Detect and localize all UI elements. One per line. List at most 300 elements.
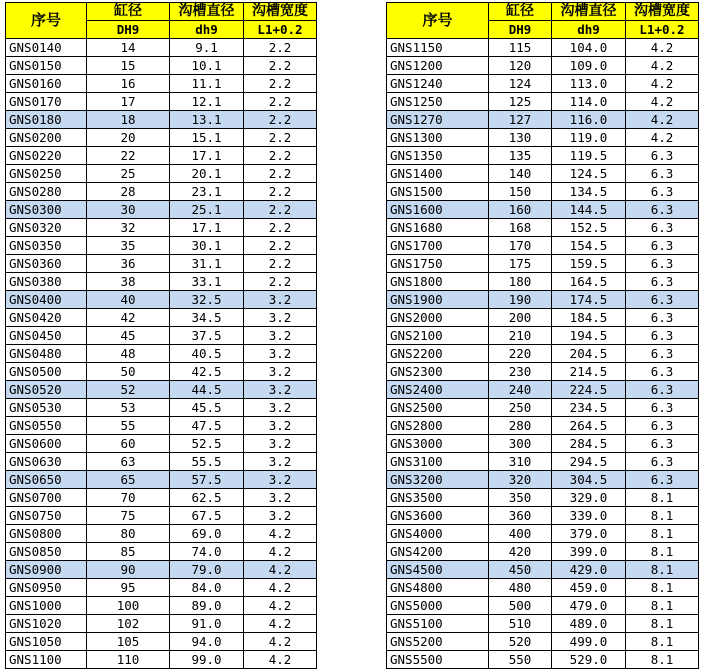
table-row bbox=[6, 345, 317, 363]
table-row bbox=[6, 57, 317, 75]
bore-cell: 480 bbox=[489, 579, 552, 597]
model-cell: GNS4500 bbox=[387, 561, 489, 579]
model-cell: GNS0220 bbox=[6, 147, 87, 165]
model-cell: GNS0420 bbox=[6, 309, 87, 327]
groove-width-cell: 3.2 bbox=[244, 327, 317, 345]
table-row bbox=[6, 327, 317, 345]
groove-width-cell: 6.3 bbox=[626, 399, 699, 417]
groove-width-cell: 3.2 bbox=[244, 381, 317, 399]
groove-width-cell: 2.2 bbox=[244, 255, 317, 273]
table-row bbox=[6, 561, 317, 579]
groove-width-cell: 4.2 bbox=[626, 111, 699, 129]
groove-width-cell: 4.2 bbox=[626, 39, 699, 57]
groove-width-cell: 6.3 bbox=[626, 309, 699, 327]
bore-cell: 180 bbox=[489, 273, 552, 291]
bore-cell: 75 bbox=[87, 507, 170, 525]
groove-dia-cell: 74.0 bbox=[170, 543, 244, 561]
table-row bbox=[387, 345, 699, 363]
model-cell: GNS0300 bbox=[6, 201, 87, 219]
model-cell: GNS3200 bbox=[387, 471, 489, 489]
table-row bbox=[6, 129, 317, 147]
table-row bbox=[387, 237, 699, 255]
groove-width-cell: 6.3 bbox=[626, 327, 699, 345]
bore-cell: 120 bbox=[489, 57, 552, 75]
groove-width-cell: 3.2 bbox=[244, 291, 317, 309]
table-row bbox=[6, 381, 317, 399]
bore-cell: 320 bbox=[489, 471, 552, 489]
groove-dia-cell: 379.0 bbox=[552, 525, 626, 543]
bore-cell: 15 bbox=[87, 57, 170, 75]
model-cell: GNS0630 bbox=[6, 453, 87, 471]
bore-subheader: DH9 bbox=[87, 21, 170, 39]
groove-width-cell: 6.3 bbox=[626, 165, 699, 183]
bore-cell: 350 bbox=[489, 489, 552, 507]
bore-cell: 450 bbox=[489, 561, 552, 579]
bore-cell: 18 bbox=[87, 111, 170, 129]
groove-dia-cell: 144.5 bbox=[552, 201, 626, 219]
model-cell: GNS0600 bbox=[6, 435, 87, 453]
groove-width-cell: 4.2 bbox=[244, 597, 317, 615]
model-cell: GNS1240 bbox=[387, 75, 489, 93]
groove-width-cell: 3.2 bbox=[244, 453, 317, 471]
groove-width-cell: 2.2 bbox=[244, 201, 317, 219]
bore-cell: 53 bbox=[87, 399, 170, 417]
bore-cell: 550 bbox=[489, 651, 552, 669]
groove-dia-cell: 159.5 bbox=[552, 255, 626, 273]
model-cell: GNS0150 bbox=[6, 57, 87, 75]
bore-subheader: DH9 bbox=[489, 21, 552, 39]
table-row bbox=[387, 543, 699, 561]
table-row bbox=[6, 525, 317, 543]
model-cell: GNS3000 bbox=[387, 435, 489, 453]
model-cell: GNS4000 bbox=[387, 525, 489, 543]
bore-cell: 140 bbox=[489, 165, 552, 183]
model-cell: GNS1900 bbox=[387, 291, 489, 309]
right-table-body bbox=[387, 39, 699, 669]
model-cell: GNS0750 bbox=[6, 507, 87, 525]
groove-width-cell: 6.3 bbox=[626, 147, 699, 165]
right-spec-table bbox=[386, 2, 699, 669]
bore-cell: 70 bbox=[87, 489, 170, 507]
groove-dia-cell: 37.5 bbox=[170, 327, 244, 345]
model-cell: GNS2400 bbox=[387, 381, 489, 399]
bore-cell: 190 bbox=[489, 291, 552, 309]
groove-dia-cell: 294.5 bbox=[552, 453, 626, 471]
groove-dia-cell: 116.0 bbox=[552, 111, 626, 129]
groove-dia-cell: 13.1 bbox=[170, 111, 244, 129]
bore-cell: 135 bbox=[489, 147, 552, 165]
model-cell: GNS0140 bbox=[6, 39, 87, 57]
model-cell: GNS1050 bbox=[6, 633, 87, 651]
table-row bbox=[6, 255, 317, 273]
model-cell: GNS1680 bbox=[387, 219, 489, 237]
groove-dia-cell: 489.0 bbox=[552, 615, 626, 633]
model-cell: GNS4800 bbox=[387, 579, 489, 597]
groove-width-cell: 3.2 bbox=[244, 471, 317, 489]
groove-width-cell: 4.2 bbox=[244, 543, 317, 561]
groove-width-cell: 8.1 bbox=[626, 525, 699, 543]
bore-header: 缸径 bbox=[489, 3, 552, 21]
table-row bbox=[6, 597, 317, 615]
bore-cell: 52 bbox=[87, 381, 170, 399]
seq-header: 序号 bbox=[6, 3, 87, 39]
groove-dia-cell: 20.1 bbox=[170, 165, 244, 183]
groove-width-cell: 6.3 bbox=[626, 183, 699, 201]
table-row bbox=[6, 435, 317, 453]
bore-cell: 170 bbox=[489, 237, 552, 255]
groove-width-cell: 8.1 bbox=[626, 489, 699, 507]
groove-width-cell: 2.2 bbox=[244, 39, 317, 57]
model-cell: GNS0380 bbox=[6, 273, 87, 291]
groove-dia-cell: 104.0 bbox=[552, 39, 626, 57]
bore-cell: 63 bbox=[87, 453, 170, 471]
model-cell: GNS1100 bbox=[6, 651, 87, 669]
bore-cell: 35 bbox=[87, 237, 170, 255]
table-row bbox=[387, 435, 699, 453]
bore-cell: 230 bbox=[489, 363, 552, 381]
bore-cell: 310 bbox=[489, 453, 552, 471]
groove-dia-cell: 479.0 bbox=[552, 597, 626, 615]
table-row bbox=[387, 651, 699, 669]
groove-dia-cell: 31.1 bbox=[170, 255, 244, 273]
groove-width-cell: 4.2 bbox=[244, 633, 317, 651]
table-row bbox=[387, 579, 699, 597]
groove-dia-cell: 114.0 bbox=[552, 93, 626, 111]
model-cell: GNS1270 bbox=[387, 111, 489, 129]
table-row bbox=[6, 291, 317, 309]
header-row bbox=[387, 3, 699, 21]
groove-width-cell: 2.2 bbox=[244, 183, 317, 201]
bore-cell: 85 bbox=[87, 543, 170, 561]
bore-cell: 60 bbox=[87, 435, 170, 453]
groove-width-cell: 3.2 bbox=[244, 417, 317, 435]
groove-width-cell: 6.3 bbox=[626, 453, 699, 471]
groove-width-cell: 3.2 bbox=[244, 363, 317, 381]
groove-width-cell: 3.2 bbox=[244, 435, 317, 453]
groove-dia-cell: 134.5 bbox=[552, 183, 626, 201]
model-cell: GNS0350 bbox=[6, 237, 87, 255]
groove-width-cell: 4.2 bbox=[244, 561, 317, 579]
groove-dia-cell: 154.5 bbox=[552, 237, 626, 255]
bore-cell: 400 bbox=[489, 525, 552, 543]
groove-dia-cell: 67.5 bbox=[170, 507, 244, 525]
groove-width-cell: 2.2 bbox=[244, 93, 317, 111]
model-cell: GNS1020 bbox=[6, 615, 87, 633]
table-row bbox=[387, 111, 699, 129]
groove-width-cell: 6.3 bbox=[626, 345, 699, 363]
groove-width-cell: 8.1 bbox=[626, 651, 699, 669]
model-cell: GNS1350 bbox=[387, 147, 489, 165]
groove-width-cell: 8.1 bbox=[626, 507, 699, 525]
model-cell: GNS1800 bbox=[387, 273, 489, 291]
table-row bbox=[387, 471, 699, 489]
table-row bbox=[6, 165, 317, 183]
groove-width-cell: 3.2 bbox=[244, 507, 317, 525]
groove-width-cell: 2.2 bbox=[244, 75, 317, 93]
model-cell: GNS5100 bbox=[387, 615, 489, 633]
table-row bbox=[6, 417, 317, 435]
bore-cell: 65 bbox=[87, 471, 170, 489]
groove-width-cell: 2.2 bbox=[244, 57, 317, 75]
table-row bbox=[6, 489, 317, 507]
groove-dia-cell: 91.0 bbox=[170, 615, 244, 633]
model-cell: GNS2800 bbox=[387, 417, 489, 435]
model-cell: GNS3600 bbox=[387, 507, 489, 525]
model-cell: GNS0700 bbox=[6, 489, 87, 507]
bore-cell: 240 bbox=[489, 381, 552, 399]
table-row bbox=[6, 273, 317, 291]
groove-dia-subheader: dh9 bbox=[170, 21, 244, 39]
groove-width-cell: 8.1 bbox=[626, 597, 699, 615]
groove-dia-cell: 15.1 bbox=[170, 129, 244, 147]
header-row bbox=[6, 3, 317, 21]
model-cell: GNS0450 bbox=[6, 327, 87, 345]
table-row bbox=[387, 129, 699, 147]
groove-width-cell: 6.3 bbox=[626, 381, 699, 399]
bore-cell: 130 bbox=[489, 129, 552, 147]
model-cell: GNS0480 bbox=[6, 345, 87, 363]
model-cell: GNS0850 bbox=[6, 543, 87, 561]
groove-width-cell: 3.2 bbox=[244, 489, 317, 507]
groove-dia-cell: 459.0 bbox=[552, 579, 626, 597]
groove-dia-cell: 23.1 bbox=[170, 183, 244, 201]
model-cell: GNS2100 bbox=[387, 327, 489, 345]
table-row bbox=[387, 453, 699, 471]
groove-dia-cell: 152.5 bbox=[552, 219, 626, 237]
model-cell: GNS3500 bbox=[387, 489, 489, 507]
model-cell: GNS0280 bbox=[6, 183, 87, 201]
groove-width-cell: 2.2 bbox=[244, 165, 317, 183]
groove-dia-header: 沟槽直径 bbox=[552, 3, 626, 21]
groove-width-cell: 6.3 bbox=[626, 417, 699, 435]
bore-cell: 280 bbox=[489, 417, 552, 435]
groove-dia-cell: 17.1 bbox=[170, 147, 244, 165]
bore-cell: 102 bbox=[87, 615, 170, 633]
seq-header: 序号 bbox=[387, 3, 489, 39]
groove-dia-cell: 79.0 bbox=[170, 561, 244, 579]
table-row bbox=[6, 507, 317, 525]
table-row bbox=[387, 39, 699, 57]
bore-cell: 124 bbox=[489, 75, 552, 93]
groove-width-cell: 4.2 bbox=[244, 525, 317, 543]
bore-cell: 22 bbox=[87, 147, 170, 165]
model-cell: GNS1150 bbox=[387, 39, 489, 57]
bore-header: 缸径 bbox=[87, 3, 170, 21]
bore-cell: 28 bbox=[87, 183, 170, 201]
table-row bbox=[6, 633, 317, 651]
groove-dia-cell: 94.0 bbox=[170, 633, 244, 651]
groove-dia-cell: 304.5 bbox=[552, 471, 626, 489]
groove-dia-cell: 113.0 bbox=[552, 75, 626, 93]
groove-dia-cell: 33.1 bbox=[170, 273, 244, 291]
groove-width-cell: 6.3 bbox=[626, 273, 699, 291]
groove-dia-cell: 99.0 bbox=[170, 651, 244, 669]
groove-dia-cell: 164.5 bbox=[552, 273, 626, 291]
bore-cell: 14 bbox=[87, 39, 170, 57]
groove-width-cell: 4.2 bbox=[626, 93, 699, 111]
bore-cell: 20 bbox=[87, 129, 170, 147]
model-cell: GNS1700 bbox=[387, 237, 489, 255]
table-row bbox=[387, 327, 699, 345]
model-cell: GNS2500 bbox=[387, 399, 489, 417]
model-cell: GNS0520 bbox=[6, 381, 87, 399]
groove-width-cell: 6.3 bbox=[626, 435, 699, 453]
groove-width-cell: 4.2 bbox=[626, 75, 699, 93]
groove-width-cell: 8.1 bbox=[626, 579, 699, 597]
groove-width-cell: 4.2 bbox=[626, 129, 699, 147]
groove-width-cell: 4.2 bbox=[244, 579, 317, 597]
model-cell: GNS1300 bbox=[387, 129, 489, 147]
groove-dia-cell: 55.5 bbox=[170, 453, 244, 471]
groove-width-cell: 3.2 bbox=[244, 309, 317, 327]
table-row bbox=[6, 615, 317, 633]
bore-cell: 160 bbox=[489, 201, 552, 219]
model-cell: GNS5500 bbox=[387, 651, 489, 669]
model-cell: GNS3100 bbox=[387, 453, 489, 471]
groove-width-cell: 8.1 bbox=[626, 561, 699, 579]
model-cell: GNS0500 bbox=[6, 363, 87, 381]
model-cell: GNS0650 bbox=[6, 471, 87, 489]
groove-dia-cell: 194.5 bbox=[552, 327, 626, 345]
bore-cell: 25 bbox=[87, 165, 170, 183]
groove-dia-cell: 124.5 bbox=[552, 165, 626, 183]
model-cell: GNS0250 bbox=[6, 165, 87, 183]
bore-cell: 420 bbox=[489, 543, 552, 561]
groove-dia-cell: 34.5 bbox=[170, 309, 244, 327]
table-row bbox=[6, 201, 317, 219]
table-row bbox=[387, 93, 699, 111]
bore-cell: 500 bbox=[489, 597, 552, 615]
table-row bbox=[6, 237, 317, 255]
groove-width-cell: 3.2 bbox=[244, 399, 317, 417]
model-cell: GNS5200 bbox=[387, 633, 489, 651]
bore-cell: 42 bbox=[87, 309, 170, 327]
model-cell: GNS0530 bbox=[6, 399, 87, 417]
table-row bbox=[6, 219, 317, 237]
model-cell: GNS5000 bbox=[387, 597, 489, 615]
groove-dia-cell: 17.1 bbox=[170, 219, 244, 237]
groove-width-cell: 8.1 bbox=[626, 615, 699, 633]
groove-dia-cell: 11.1 bbox=[170, 75, 244, 93]
model-cell: GNS1750 bbox=[387, 255, 489, 273]
table-row bbox=[387, 75, 699, 93]
groove-width-cell: 6.3 bbox=[626, 255, 699, 273]
table-row bbox=[6, 309, 317, 327]
model-cell: GNS1250 bbox=[387, 93, 489, 111]
bore-cell: 17 bbox=[87, 93, 170, 111]
bore-cell: 300 bbox=[489, 435, 552, 453]
groove-dia-cell: 339.0 bbox=[552, 507, 626, 525]
table-row bbox=[6, 93, 317, 111]
table-row bbox=[6, 111, 317, 129]
groove-dia-cell: 45.5 bbox=[170, 399, 244, 417]
groove-dia-cell: 12.1 bbox=[170, 93, 244, 111]
bore-cell: 45 bbox=[87, 327, 170, 345]
bore-cell: 127 bbox=[489, 111, 552, 129]
model-cell: GNS1500 bbox=[387, 183, 489, 201]
table-row bbox=[6, 39, 317, 57]
bore-cell: 220 bbox=[489, 345, 552, 363]
table-row bbox=[387, 381, 699, 399]
table-row bbox=[387, 615, 699, 633]
model-cell: GNS0160 bbox=[6, 75, 87, 93]
groove-width-cell: 3.2 bbox=[244, 345, 317, 363]
groove-dia-header: 沟槽直径 bbox=[170, 3, 244, 21]
bore-cell: 40 bbox=[87, 291, 170, 309]
groove-dia-cell: 329.0 bbox=[552, 489, 626, 507]
groove-width-cell: 2.2 bbox=[244, 219, 317, 237]
groove-dia-cell: 119.0 bbox=[552, 129, 626, 147]
table-row bbox=[387, 201, 699, 219]
model-cell: GNS1200 bbox=[387, 57, 489, 75]
table-row bbox=[387, 57, 699, 75]
groove-dia-cell: 224.5 bbox=[552, 381, 626, 399]
groove-dia-cell: 89.0 bbox=[170, 597, 244, 615]
table-row bbox=[387, 255, 699, 273]
table-row bbox=[387, 489, 699, 507]
groove-dia-cell: 52.5 bbox=[170, 435, 244, 453]
table-row bbox=[387, 219, 699, 237]
bore-cell: 520 bbox=[489, 633, 552, 651]
bore-cell: 100 bbox=[87, 597, 170, 615]
groove-dia-cell: 47.5 bbox=[170, 417, 244, 435]
model-cell: GNS0900 bbox=[6, 561, 87, 579]
bore-cell: 510 bbox=[489, 615, 552, 633]
groove-dia-cell: 284.5 bbox=[552, 435, 626, 453]
groove-dia-cell: 429.0 bbox=[552, 561, 626, 579]
groove-width-cell: 2.2 bbox=[244, 111, 317, 129]
left-table-body bbox=[6, 39, 317, 669]
groove-dia-cell: 62.5 bbox=[170, 489, 244, 507]
model-cell: GNS0400 bbox=[6, 291, 87, 309]
groove-width-cell: 6.3 bbox=[626, 201, 699, 219]
groove-dia-cell: 44.5 bbox=[170, 381, 244, 399]
bore-cell: 125 bbox=[489, 93, 552, 111]
left-spec-table bbox=[5, 2, 317, 669]
bore-cell: 38 bbox=[87, 273, 170, 291]
model-cell: GNS0800 bbox=[6, 525, 87, 543]
bore-cell: 200 bbox=[489, 309, 552, 327]
groove-dia-cell: 529.0 bbox=[552, 651, 626, 669]
table-row bbox=[387, 507, 699, 525]
groove-dia-cell: 119.5 bbox=[552, 147, 626, 165]
groove-width-header: 沟槽宽度 bbox=[626, 3, 699, 21]
table-row bbox=[387, 525, 699, 543]
table-row bbox=[387, 417, 699, 435]
groove-width-cell: 6.3 bbox=[626, 291, 699, 309]
model-cell: GNS1400 bbox=[387, 165, 489, 183]
groove-dia-cell: 84.0 bbox=[170, 579, 244, 597]
model-cell: GNS0950 bbox=[6, 579, 87, 597]
groove-width-cell: 6.3 bbox=[626, 219, 699, 237]
model-cell: GNS4200 bbox=[387, 543, 489, 561]
groove-dia-cell: 25.1 bbox=[170, 201, 244, 219]
groove-width-header: 沟槽宽度 bbox=[244, 3, 317, 21]
groove-dia-cell: 57.5 bbox=[170, 471, 244, 489]
table-row bbox=[387, 633, 699, 651]
model-cell: GNS0170 bbox=[6, 93, 87, 111]
bore-cell: 210 bbox=[489, 327, 552, 345]
groove-width-cell: 2.2 bbox=[244, 147, 317, 165]
groove-width-cell: 6.3 bbox=[626, 363, 699, 381]
groove-width-cell: 8.1 bbox=[626, 543, 699, 561]
groove-dia-cell: 32.5 bbox=[170, 291, 244, 309]
bore-cell: 250 bbox=[489, 399, 552, 417]
groove-width-cell: 4.2 bbox=[626, 57, 699, 75]
groove-width-subheader: L1+0.2 bbox=[244, 21, 317, 39]
table-row bbox=[6, 399, 317, 417]
bore-cell: 115 bbox=[489, 39, 552, 57]
